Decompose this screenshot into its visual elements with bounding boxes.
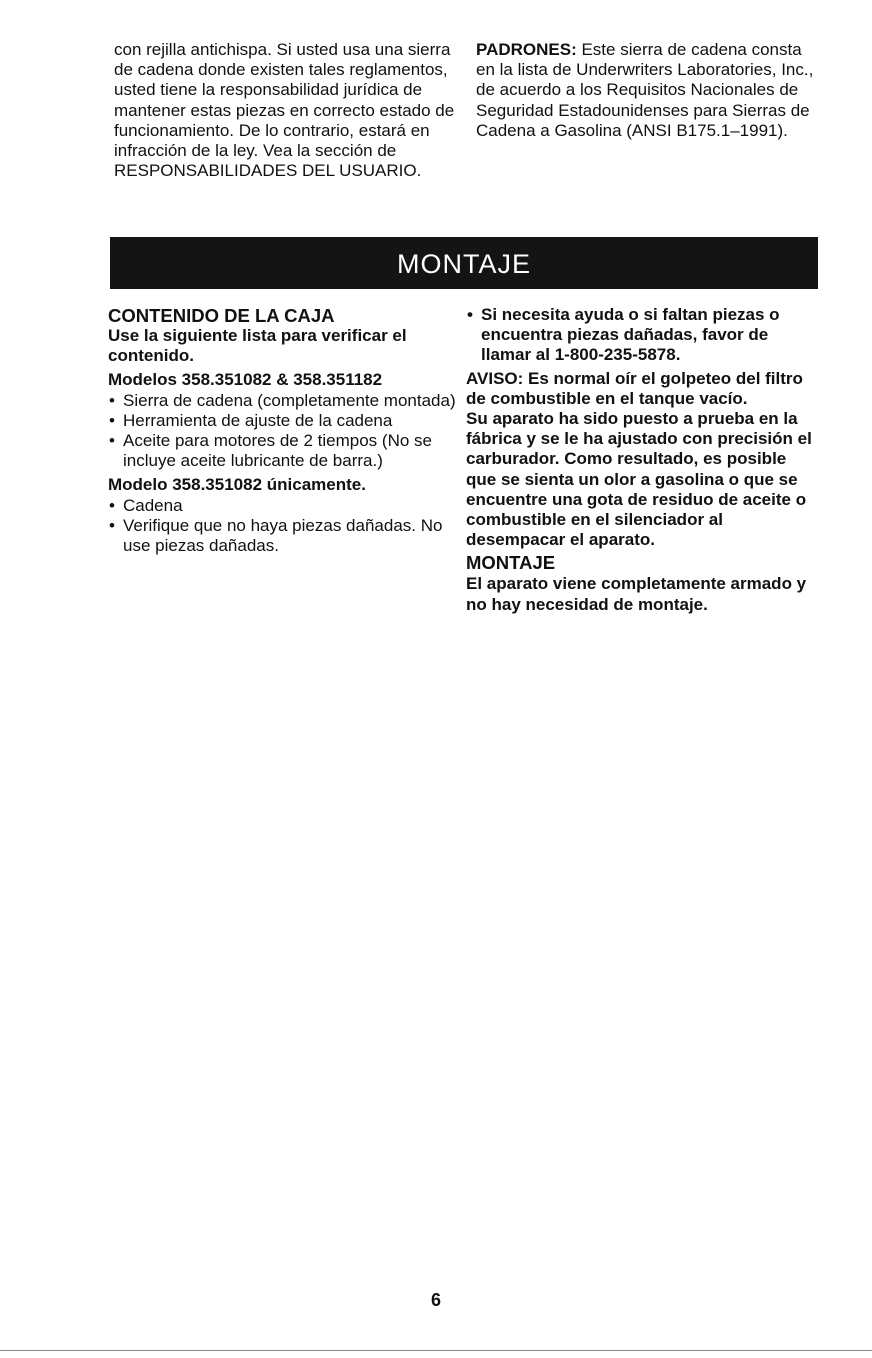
list-item: • Cadena [108,496,458,516]
padrones-text: Este sierra de cadena consta en la lista de Underwriters Laboratories, Inc., de acuerdo a los Requisitos Nacionales de Seguridad Estadounidenses para Sierras de Cadena a Gasolina (ANSI B175.1–1991). [476,40,814,140]
list-item: • Aceite para motores de 2 tiempos (No se incluye aceite lubricante de barra.) [108,431,458,471]
top-right-column [476,40,821,141]
model-only-heading: Modelo 358.351082 únicamente. [108,475,366,495]
model-only-list [108,496,458,557]
notice-text: Es normal oír el golpeteo del filtro de combustible en el tanque vacío. [466,368,803,408]
box-contents-column [108,305,458,556]
models-heading: Modelos 358.351082 & 358.351182 [108,370,383,390]
list-item: • Herramienta de ajuste de la cadena [108,411,458,431]
help-list [466,305,818,366]
top-left-paragraph: con rejilla antichispa. Si usted usa una sierra de cadena donde existen tales reglamentos, usted tiene la responsabilidad jurídica de mantener estas piezas en correcto estado de funcionamiento. De lo contrario, estará en infracción de la ley. Vea la sección de RESPONSABILIDADES DEL USUARIO. [114,40,455,181]
section-banner [110,237,818,289]
top-right-paragraph [476,40,821,141]
assembly-column [466,305,818,615]
box-contents-heading: CONTENIDO DE LA CAJA [108,305,335,326]
top-left-column [114,40,459,181]
section-banner-title: MONTAJE [397,248,531,279]
models-list [108,391,458,472]
assembly-heading: MONTAJE [466,552,556,574]
list-item: • Sierra de cadena (completamente montada) [108,391,458,411]
notice-paragraph [466,369,818,409]
help-item: • Si necesita ayuda o si faltan piezas o encuentra piezas dañadas, favor de llamar al 1-800-235-5878. [466,305,818,366]
assembly-text: El aparato viene completamente armado y no hay necesidad de montaje. [466,574,807,614]
notice-label: AVISO: [466,368,524,388]
padrones-label: PADRONES: [476,40,577,59]
list-item: • Verifique que no haya piezas dañadas. No use piezas dañadas. [108,516,458,556]
bottom-rule [0,1350,872,1351]
box-contents-intro: Use la siguiente lista para verificar el contenido. [108,326,407,366]
page-number: 6 [430,1290,441,1310]
carburetor-paragraph: Su aparato ha sido puesto a prueba en la fábrica y se le ha ajustado con precisión el carburador. Como resultado, es posible que se sienta un olor a gasolina o que se encuentre una gota de residuo de aceite o combustible en el silenciador al desempacar el aparato. [466,409,812,550]
